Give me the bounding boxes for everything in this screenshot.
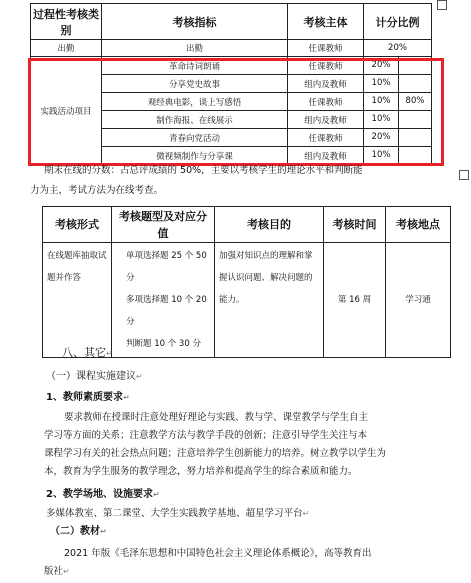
teacher-requirements-paragraph: 要求教师在授课时注意处理好理论与实践、教与学、课堂教学与学生自主 学习等方面的关系；注意教学方法与教学手段的创新；注意引导学生关注与本 课程学习有关的社会热点问题；注意培养学生创新能力的培养。树立教学以学生为 本，教育为学生服务的教学理念，努力培养和提高学生的综合素质和能力。	[44, 412, 387, 477]
table-resize-handle[interactable]	[437, 0, 447, 10]
practice-ratio: 10%	[364, 111, 399, 128]
practice-subject: 任课教师	[288, 129, 364, 147]
textbook-heading: （二）教材↵	[50, 526, 107, 537]
attendance-indicator: 出勤	[102, 40, 288, 57]
practice-ratio: 20%	[364, 57, 399, 74]
exam-description-line2: 力为主，考试方法为在线考查。	[30, 185, 164, 196]
exam-description-line1: 期末在线的分数：占总评成绩的 50%，主要以考核学生的理论水平和判断能	[44, 165, 363, 176]
section-heading-other: 八、其它↵	[62, 346, 113, 359]
practice-subject: 组内及教师	[288, 147, 364, 165]
subsection-heading-suggestions: （一）课程实施建议↵	[46, 371, 143, 382]
attendance-subject: 任课教师	[288, 40, 364, 57]
highlight-box	[28, 58, 444, 166]
header-ratio: 计分比例	[364, 4, 432, 40]
practice-indicator: 青春向党活动	[102, 129, 288, 147]
venue-requirements-paragraph: 多媒体教室、第二课堂、大学生实践教学基地、超星学习平台↵	[46, 508, 310, 519]
table-resize-handle[interactable]	[459, 170, 469, 180]
textbook-paragraph: 2021 年版《毛泽东思想和中国特色社会主义理论体系概论》，高等教育出 版社↵	[44, 548, 372, 577]
practice-ratio: 10%	[364, 93, 399, 110]
venue-requirements-heading: 2、教学场地、设施要求↵	[46, 489, 160, 500]
practice-ratio: 20%	[364, 129, 399, 146]
practice-indicator: 制作海报、在线展示	[102, 111, 288, 129]
practice-subject: 组内及教师	[288, 75, 364, 93]
header-subject: 考核主体	[288, 4, 364, 40]
header-form: 考核形式	[43, 207, 112, 243]
practice-indicator: 革命诗词朗诵	[102, 57, 288, 75]
exam-goal: 加强对知识点的理解和掌握认识问题、解决问题的能力。	[215, 243, 324, 358]
practice-indicator: 观经典电影，谈上写感悟	[102, 93, 288, 111]
practice-total: 80%	[405, 96, 425, 106]
practice-indicator: 微视频制作与分享课	[102, 147, 288, 165]
exam-form: 在线题库抽取试题并作答	[43, 243, 112, 358]
practice-category: 实践活动项目	[31, 57, 102, 165]
exam-time: 第 16 周	[324, 243, 386, 358]
practice-subject: 组内及教师	[288, 111, 364, 129]
exam-type-judge: 判断题 10 个 30 分	[126, 339, 201, 349]
header-category: 过程性考核类别	[31, 4, 102, 40]
exam-type-multiple: 多项选择题 10 个 20 分	[126, 295, 207, 327]
header-time: 考核时间	[324, 207, 386, 243]
header-goal: 考核目的	[215, 207, 324, 243]
exam-place: 学习通	[386, 243, 451, 358]
exam-type-single: 单项选择题 25 个 50 分	[126, 251, 207, 283]
practice-subject: 任课教师	[288, 93, 364, 111]
attendance-ratio: 20%	[364, 40, 432, 57]
practice-subject: 任课教师	[288, 57, 364, 75]
header-indicator: 考核指标	[102, 4, 288, 40]
practice-ratio: 10%	[364, 147, 399, 164]
practice-ratio: 10%	[364, 75, 399, 92]
exam-types-cell	[112, 243, 215, 358]
teacher-requirements-heading: 1、教师素质要求↵	[46, 392, 130, 403]
header-place: 考核地点	[386, 207, 451, 243]
header-types: 考核题型及对应分值	[112, 207, 215, 243]
practice-indicator: 分享党史故事	[102, 75, 288, 93]
attendance-category: 出勤	[31, 40, 102, 57]
exam-format-table	[42, 206, 451, 358]
